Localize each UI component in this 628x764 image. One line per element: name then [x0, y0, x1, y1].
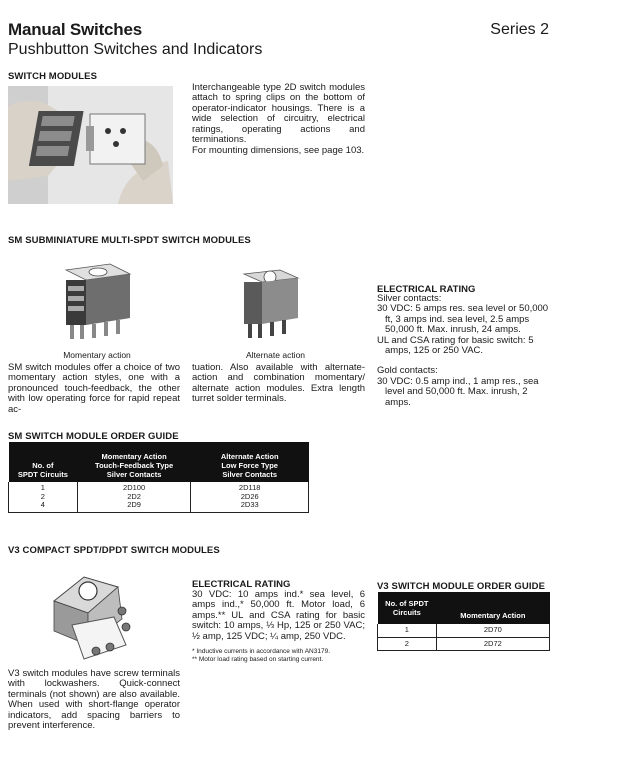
- v3-footnote-inductive: * Inductive currents in accordance with AN3179.: [192, 648, 331, 655]
- hand-holding-module-image: [8, 86, 173, 204]
- sm-col-circuits: No. of SPDT Circuits: [9, 442, 78, 482]
- v3-module-image: [44, 573, 136, 663]
- momentary-caption: Momentary action: [63, 350, 131, 360]
- table-row: 4 2D9 2D33: [9, 501, 309, 512]
- mounting-note: [192, 146, 372, 156]
- silver-rating-1: 30 VDC: 5 amps res. sea level or 50,000 ft, 3 amps ind. sea level, 2.5 amps 50,000 ft. Max. inrush, 24 amps.: [377, 303, 549, 336]
- sm-rating-block: [377, 294, 549, 408]
- mounting-note-suffix: .: [361, 145, 365, 156]
- switch-modules-heading: SWITCH MODULES: [8, 71, 98, 82]
- mounting-page-link[interactable]: 103: [345, 145, 362, 156]
- v3-compact-heading: V3 COMPACT SPDT/DPDT SWITCH MODULES: [8, 545, 220, 556]
- table-row: 1 2D70: [378, 624, 550, 637]
- v3-order-guide-table: [377, 592, 550, 651]
- table-row: 1 2D100 2D118: [9, 482, 309, 493]
- gold-rating-1: 30 VDC: 0.5 amp ind., 1 amp res., sea level and 50,000 ft. Max. inrush, 2 amps.: [377, 375, 539, 408]
- v3-rating-heading: ELECTRICAL RATING: [192, 579, 291, 590]
- table-row: 2 2D2 2D26: [9, 493, 309, 502]
- v3-footnotes: [192, 648, 367, 663]
- momentary-module-photo: [62, 262, 134, 344]
- sm-rating-heading: ELECTRICAL RATING: [377, 284, 476, 295]
- sm-description-mid: tuation. Also available with alternate-action and combination momentary/ alternate action modules. Extra length turret solder terminals.: [192, 362, 365, 405]
- switch-module-photo: [8, 86, 173, 204]
- alternate-caption: Alternate action: [245, 350, 306, 360]
- alternate-module-image: [240, 268, 302, 344]
- v3-module-photo: [44, 573, 136, 663]
- v3-footnote-motor: ** Motor load rating based on starting current.: [192, 655, 324, 663]
- gold-contacts-label: Gold contacts:: [377, 365, 438, 377]
- switch-modules-description: Interchangeable type 2D switch modules attach to spring clips on the bottom of operator-indicator housings. There is a wide selection of circuitry, electrical ratings, operating actions and terminations.: [192, 82, 365, 146]
- series-label: Series 2: [490, 21, 549, 38]
- v3-rating-body: 30 VDC: 10 amps ind.* sea level, 6 amps ind.,* 50,000 ft. Motor load, 6 amps.** UL and CSA rating for basic switch: 10 amps, ⅓ Hp, 125 or 250 VAC; ½ amp, 125 VDC; ¼ amp, 250 VDC.: [192, 589, 365, 642]
- sm-col-alternate: Alternate Action Low Force Type Silver Contacts: [191, 442, 309, 482]
- v3-guide-heading: V3 SWITCH MODULE ORDER GUIDE: [377, 581, 546, 592]
- sm-subminiature-heading: SM SUBMINIATURE MULTI-SPDT SWITCH MODULES: [8, 235, 251, 246]
- sm-col-momentary: Momentary Action Touch-Feedback Type Silver Contacts: [77, 442, 191, 482]
- silver-contacts-label: Silver contacts:: [377, 293, 442, 304]
- mounting-note-prefix: For mounting dimensions, see page: [192, 145, 346, 156]
- sm-guide-heading: SM SWITCH MODULE ORDER GUIDE: [8, 431, 179, 442]
- table-row: 2 2D72: [378, 637, 550, 651]
- v3-col-momentary: Momentary Action: [436, 592, 549, 624]
- page-title: Manual Switches: [8, 20, 142, 39]
- alternate-module-photo: [240, 268, 302, 344]
- v3-col-circuits: No. of SPDT Circuits: [378, 592, 437, 624]
- sm-description-left: SM switch modules offer a choice of two momentary action styles, one with a pronounced touch-feedback, the other with low operating force for rapid repeat ac-: [8, 362, 180, 415]
- sm-order-guide-table: [8, 442, 309, 513]
- silver-rating-2: UL and CSA rating for basic switch: 5 amps, 125 or 250 VAC.: [377, 334, 534, 357]
- page-subtitle: Pushbutton Switches and Indicators: [8, 41, 263, 58]
- v3-description: V3 switch modules have screw terminals with lockwashers. Quick-connect terminals (not shown) are also available. When used with short-flange operator indicators, add spacing barriers to prevent interference.: [8, 668, 180, 732]
- momentary-module-image: [62, 262, 134, 344]
